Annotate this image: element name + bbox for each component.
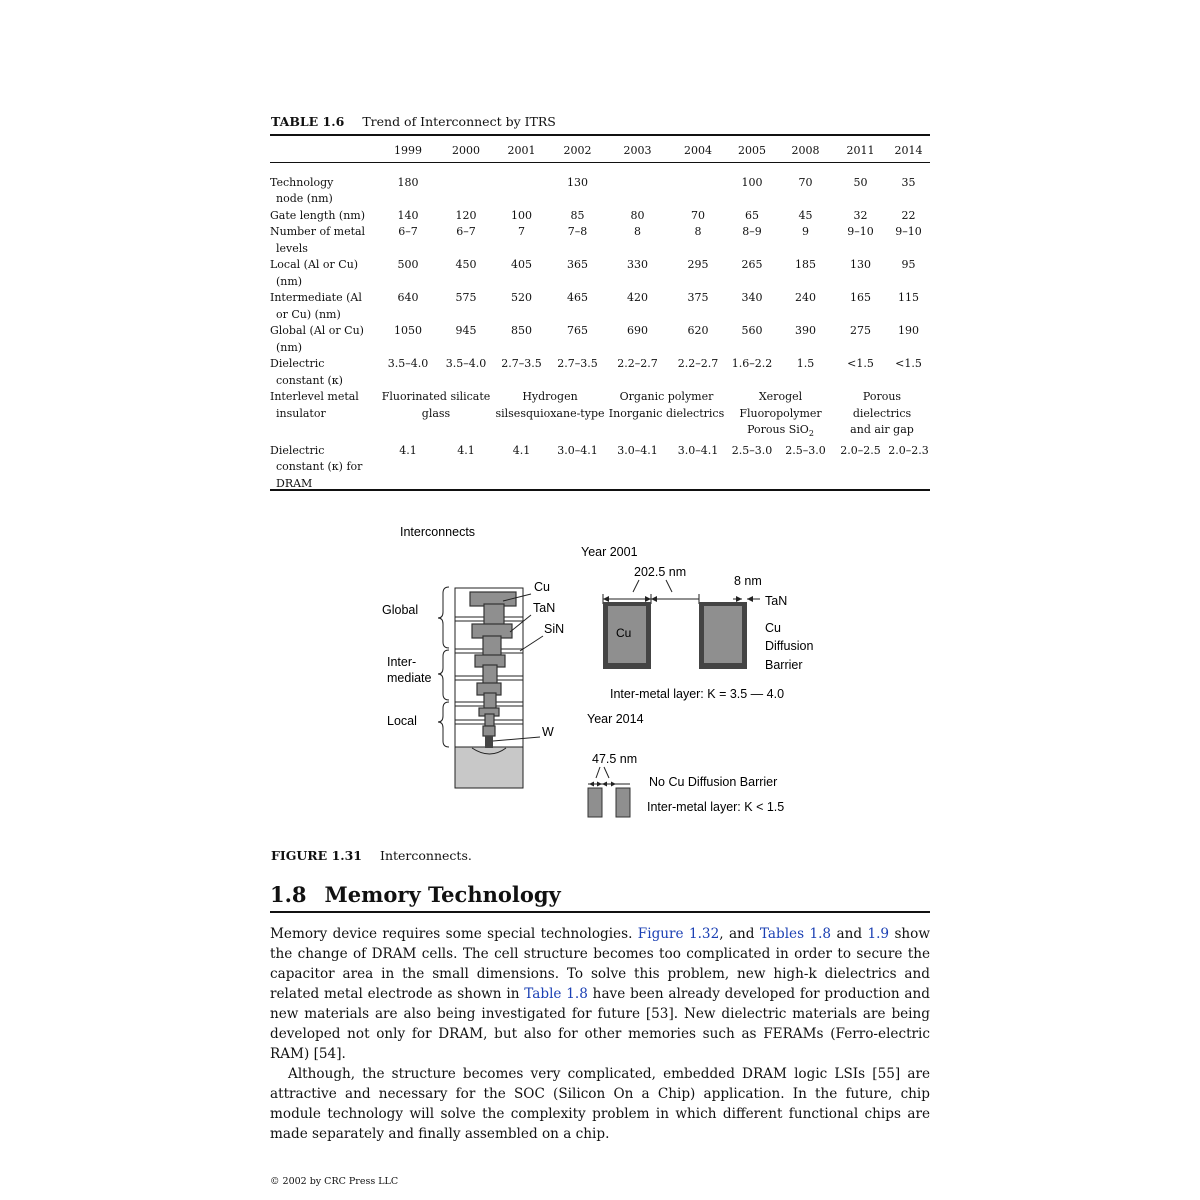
section-number: 1.8 <box>270 882 307 907</box>
table-cell: 3.5–4.0 <box>445 357 487 370</box>
table-cell: 3.0–4.1 <box>617 443 658 457</box>
label-global: Global <box>382 603 419 617</box>
figure-label: FIGURE 1.31 <box>271 848 363 863</box>
insulator-text: Fluoropolymer <box>739 406 822 420</box>
row-label-line: insulator <box>276 406 326 420</box>
interconnect-figure <box>360 520 840 830</box>
year-2001-label: Year 2001 <box>581 545 638 559</box>
table-cell: 9–10 <box>895 225 922 238</box>
table-cell: 7–8 <box>567 225 588 238</box>
table-cell: 340 <box>741 291 763 304</box>
table-cell: 2.0–2.5 <box>840 443 881 457</box>
label-w: W <box>542 725 554 739</box>
table-cell: 520 <box>511 291 532 304</box>
insulator-line <box>834 389 930 422</box>
table-cell: 850 <box>511 324 532 337</box>
table-cell <box>606 165 669 208</box>
row-label <box>270 224 378 257</box>
table-row-insulator <box>270 389 930 443</box>
table-cell: 405 <box>511 258 532 271</box>
insulator-text: and air gap <box>850 423 914 436</box>
table-cell: 390 <box>795 324 816 337</box>
table-cell: 3.0–4.1 <box>557 443 598 457</box>
table-cell <box>669 165 727 208</box>
table-cell: 115 <box>898 291 919 304</box>
table-row-dram <box>270 443 930 495</box>
row-label-line: (nm) <box>276 274 303 288</box>
insulator-line <box>606 406 727 423</box>
table-cell: 620 <box>687 324 709 337</box>
table-cell: 420 <box>627 291 648 304</box>
table-cell: 2.5–3.0 <box>731 443 773 457</box>
table-cell: 85 <box>570 208 585 222</box>
paragraph-text: and <box>831 926 868 942</box>
table-cell: 4.1 <box>399 443 417 457</box>
table-cell: 4.1 <box>457 443 475 457</box>
table-title: Trend of Interconnect by ITRS <box>362 114 556 129</box>
barrier-label-1: Cu <box>765 621 781 635</box>
row-label <box>270 257 378 290</box>
insulator-group <box>606 389 727 443</box>
cross-reference-link[interactable]: Figure 1.32 <box>637 926 720 942</box>
table-cell: 9–10 <box>847 225 874 238</box>
paragraph-2: Although, the structure becomes very complicated, embedded DRAM logic LSIs [55] are attractive and necessary for the SOC (Silicon On a Chip) application. In the future, chip module technology will solve the complexity problem in which different functional chips are made separately and finally assembled on a chip. <box>270 1066 930 1142</box>
row-label <box>270 443 378 495</box>
insulator-group <box>834 389 930 443</box>
figure-caption-text: Interconnects. <box>380 848 472 863</box>
barrier-width-label: 8 nm <box>734 574 762 588</box>
table-cell: 50 <box>853 175 868 189</box>
table-cell: 375 <box>687 291 709 304</box>
row-label-line: Dielectric <box>270 443 325 457</box>
table-caption <box>271 114 556 129</box>
interconnect-cross-section <box>455 588 523 788</box>
section-heading <box>270 882 561 907</box>
row-label-line: Local (Al or Cu) <box>270 258 359 271</box>
cross-reference-link[interactable]: 1.9 <box>867 926 890 942</box>
table-cell: 7 <box>518 225 525 238</box>
label-intermediate-1: Inter- <box>387 655 417 669</box>
table-cell: 130 <box>567 175 588 189</box>
figure-title: Interconnects <box>400 525 476 539</box>
year-header: 2001 <box>507 144 536 157</box>
row-label <box>270 389 378 443</box>
insulator-line <box>606 389 727 406</box>
year-header: 2011 <box>846 144 875 157</box>
table-cell: 6–7 <box>456 225 476 238</box>
label-intermediate-2: mediate <box>387 671 432 685</box>
table-cell: 2.7–3.5 <box>557 357 598 370</box>
row-label-line: constant (κ) <box>276 373 343 387</box>
paragraph-text: Memory device requires some special technologies. <box>270 926 638 942</box>
table-cell: 500 <box>397 258 419 271</box>
table-header-row <box>270 141 930 165</box>
cu-line-2014-a <box>588 788 602 817</box>
table-cell: 2.2–2.7 <box>677 357 719 370</box>
insulator-group <box>494 389 606 443</box>
section-body <box>270 924 930 1144</box>
row-label <box>270 356 378 389</box>
table-cell: 3.0–4.1 <box>677 443 719 457</box>
table-cell <box>494 165 549 208</box>
table-row <box>270 290 930 323</box>
substrate <box>455 747 523 788</box>
table-cell: 560 <box>741 324 763 337</box>
k-2014-label: Inter-metal layer: K < 1.5 <box>647 800 785 814</box>
table-top-rule <box>270 134 930 136</box>
insulator-text: glass <box>421 406 451 420</box>
table-row <box>270 208 930 225</box>
cross-reference-link[interactable]: Tables 1.8 <box>759 926 832 942</box>
year-2014-label: Year 2014 <box>587 712 644 726</box>
paragraph-text: have been already developed for production and new materials are also being investigated for future [53]. New dielectric materials are being developed not only for DRAM, but also for other memories such as FERAMs (Ferro-electric RAM) [54]. <box>270 986 930 1062</box>
table-cell: <1.5 <box>895 357 922 370</box>
label-sin: SiN <box>544 622 565 636</box>
table-cell: 2.7–3.5 <box>501 357 542 370</box>
insulator-text: Porous dielectrics <box>852 390 912 420</box>
insulator-text: Xerogel <box>758 390 803 403</box>
cu-line-2014-b <box>616 788 630 817</box>
paragraph-text: show the change of DRAM cells. The cell structure becomes too complicated in order to secure the capacitor area in the small dimensions. To solve this problem, new high-k dielectrics and related metal electrode as shown in <box>270 926 930 1002</box>
table-body <box>270 165 930 495</box>
row-label-line: node (nm) <box>276 192 333 205</box>
subscript: 2 <box>808 429 814 439</box>
section-rule <box>270 911 930 913</box>
copyright-footer: © 2002 by CRC Press LLC <box>270 1176 399 1187</box>
header-blank <box>270 141 378 165</box>
table-cell: 65 <box>745 208 759 222</box>
insulator-group <box>378 389 494 443</box>
table-cell: 8–9 <box>742 225 762 238</box>
table-cell: 165 <box>850 291 871 304</box>
table-row <box>270 323 930 356</box>
table-cell: 185 <box>795 258 816 271</box>
insulator-line <box>727 406 834 423</box>
table-row <box>270 257 930 290</box>
table-cell: 70 <box>798 175 813 189</box>
k-2001-label: Inter-metal layer: K = 3.5 — 4.0 <box>610 687 785 701</box>
table-cell: 6–7 <box>398 225 418 238</box>
table-cell: 1.6–2.2 <box>731 357 773 370</box>
table-cell: 765 <box>567 324 588 337</box>
table-cell: 265 <box>741 258 763 271</box>
section-title: Memory Technology <box>324 882 561 907</box>
spacing-2001-label: 202.5 nm <box>634 565 687 579</box>
insulator-line <box>727 422 834 443</box>
insulator-text: Hydrogen <box>522 390 578 403</box>
insulator-line <box>494 389 606 406</box>
table-cell: 275 <box>850 324 871 337</box>
table-cell: 365 <box>567 258 588 271</box>
table-label: TABLE 1.6 <box>271 114 345 129</box>
row-label-line: DRAM <box>276 476 313 490</box>
table-cell: 8 <box>694 225 702 238</box>
insulator-text: Inorganic dielectrics <box>608 406 725 420</box>
row-label-line: Intermediate (Al <box>270 291 362 304</box>
year-header: 2005 <box>738 144 766 157</box>
insulator-text: Organic polymer <box>619 390 714 403</box>
table-cell: 1.5 <box>796 357 815 370</box>
table-cell: 190 <box>898 324 919 337</box>
year-header: 2004 <box>684 144 712 157</box>
table-row <box>270 224 930 257</box>
table-cell: 295 <box>687 258 709 271</box>
year-header: 2002 <box>563 144 592 157</box>
table-cell: 465 <box>567 291 588 304</box>
table-cell: <1.5 <box>847 357 874 370</box>
table-cell: 1050 <box>394 324 422 337</box>
label-tan: TaN <box>533 601 556 615</box>
table-cell: 2.2–2.7 <box>617 357 658 370</box>
table-cell: 240 <box>795 291 816 304</box>
table-cell: 120 <box>455 208 477 222</box>
table-cell: 35 <box>901 175 916 189</box>
no-barrier-label: No Cu Diffusion Barrier <box>649 775 778 789</box>
row-label-line: levels <box>276 241 308 255</box>
table-cell: 575 <box>455 291 477 304</box>
spacing-2014-label: 47.5 nm <box>592 752 638 766</box>
insulator-line <box>494 406 606 423</box>
table-cell: 2.5–3.0 <box>785 443 826 457</box>
row-label-line: (nm) <box>276 340 303 354</box>
row-label <box>270 165 378 208</box>
table-cell: 450 <box>455 258 477 271</box>
year-header: 2008 <box>791 144 820 157</box>
table-cell: 70 <box>691 208 705 222</box>
table-cell: 690 <box>627 324 648 337</box>
table-cell: 945 <box>455 324 477 337</box>
table-cell: 45 <box>798 208 813 222</box>
table-cell: 4.1 <box>512 443 531 457</box>
row-label-line: or Cu) (nm) <box>276 307 341 321</box>
row-label-line: Number of metal <box>270 225 366 238</box>
table-cell: 180 <box>397 175 419 189</box>
insulator-line <box>834 422 930 439</box>
table-cell: 32 <box>853 208 868 222</box>
insulator-line <box>727 389 834 406</box>
label-cu: Cu <box>534 580 550 594</box>
table-cell: 330 <box>627 258 648 271</box>
row-label-line: Global (Al or Cu) <box>270 324 364 337</box>
row-label <box>270 323 378 356</box>
row-label-line: Gate length (nm) <box>270 208 366 222</box>
table-cell: 9 <box>802 225 809 238</box>
table-cell: 100 <box>511 208 532 222</box>
table-cell: 8 <box>634 225 641 238</box>
insulator-text: Porous SiO <box>747 423 809 436</box>
itrs-interconnect-table <box>270 141 930 495</box>
table-cell: 130 <box>850 258 871 271</box>
cu-in-box-label: Cu <box>616 626 632 640</box>
year-header: 2003 <box>623 144 652 157</box>
table-cell: 95 <box>901 258 916 271</box>
row-label <box>270 290 378 323</box>
insulator-text: silsesquioxane-type <box>495 406 605 420</box>
table-cell: 2.0–2.3 <box>888 443 929 457</box>
figure-caption <box>271 848 472 863</box>
table-cell: 140 <box>397 208 419 222</box>
table-cell: 80 <box>630 208 645 222</box>
year-header: 2014 <box>894 144 923 157</box>
table-row <box>270 356 930 389</box>
table-cell <box>438 165 494 208</box>
year-header: 1999 <box>394 144 422 157</box>
insulator-line <box>378 406 494 423</box>
table-cell: 22 <box>901 208 916 222</box>
row-label-line: constant (κ) for <box>276 460 363 474</box>
year-header: 2000 <box>452 144 480 157</box>
barrier-label-3: Barrier <box>765 658 803 672</box>
insulator-text: Fluorinated silicate <box>381 390 491 403</box>
row-label <box>270 208 378 225</box>
tungsten-plug <box>485 736 493 748</box>
paragraph-1 <box>270 924 930 1064</box>
row-label-line: Dielectric <box>270 357 325 370</box>
insulator-line <box>378 389 494 406</box>
insulator-group <box>727 389 834 443</box>
table-cell: 3.5–4.0 <box>387 357 429 370</box>
table-row <box>270 165 930 208</box>
cross-reference-link[interactable]: Table 1.8 <box>524 986 588 1002</box>
tan-2001-label: TaN <box>765 594 788 608</box>
row-label-line: Interlevel metal <box>270 390 359 403</box>
level-braces <box>438 587 449 747</box>
label-local: Local <box>387 714 417 728</box>
row-label-line: Technology <box>270 175 334 189</box>
table-cell: 640 <box>397 291 419 304</box>
barrier-label-2: Diffusion <box>765 639 814 653</box>
paragraph-text: , and <box>719 926 760 942</box>
table-cell: 100 <box>741 175 763 189</box>
